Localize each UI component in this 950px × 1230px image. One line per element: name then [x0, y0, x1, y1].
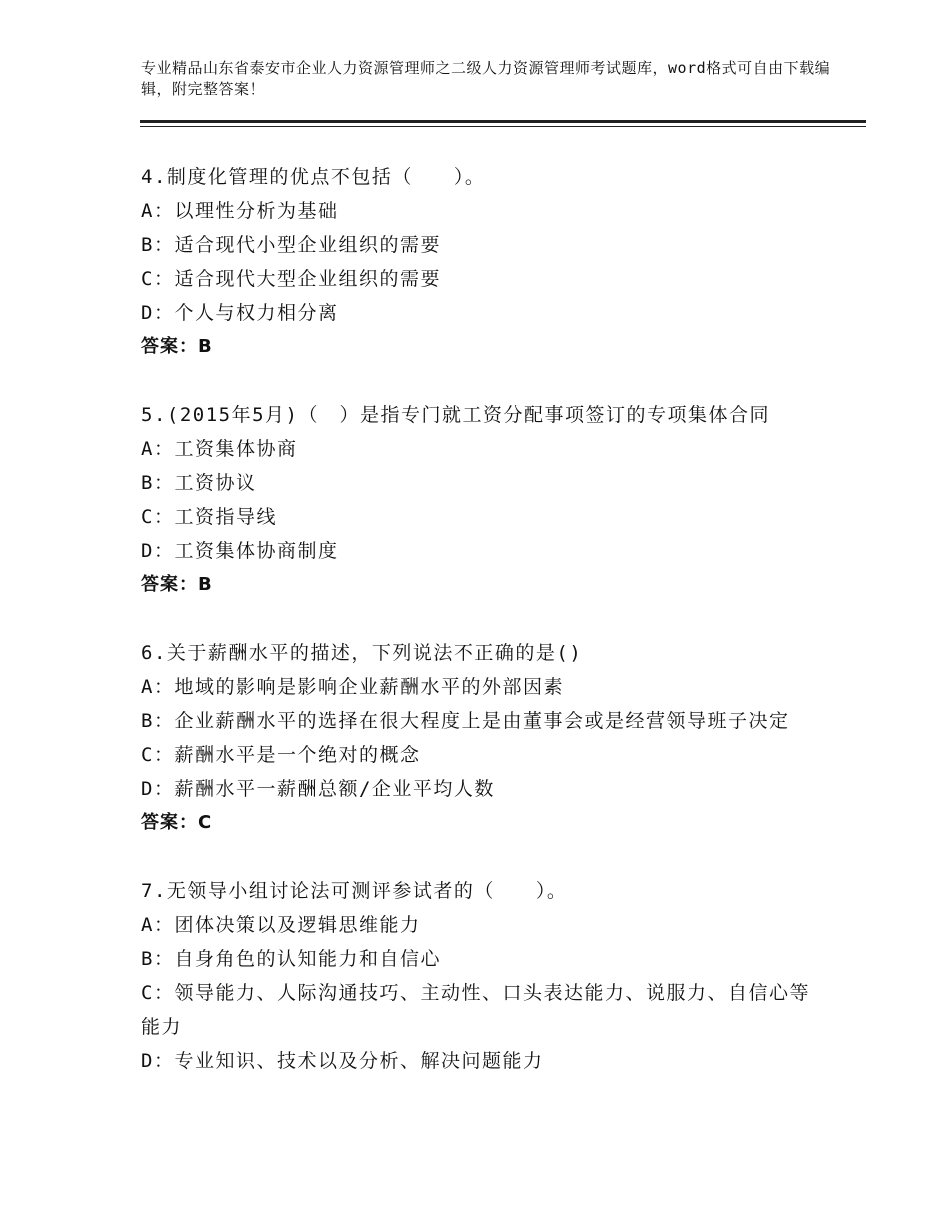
- option-b: B：适合现代小型企业组织的需要: [141, 234, 441, 256]
- option-d: D：工资集体协商制度: [141, 540, 339, 562]
- document-header: 专业精品山东省泰安市企业人力资源管理师之二级人力资源管理师考试题库，word格式可自由下载编辑，附完整答案！: [141, 59, 831, 98]
- question-list: [141, 160, 811, 1112]
- option-c: C：工资指导线: [141, 506, 277, 528]
- option-b: B：自身角色的认知能力和自信心: [141, 948, 441, 970]
- question-7: [141, 874, 811, 1078]
- question-stem: 7.无领导小组讨论法可测评参试者的（ ）。: [141, 880, 568, 902]
- option-a: A：以理性分析为基础: [141, 200, 339, 222]
- question-stem: 6.关于薪酬水平的描述，下列说法不正确的是(): [141, 642, 583, 664]
- option-a: A：团体决策以及逻辑思维能力: [141, 914, 421, 936]
- option-a: A：地域的影响是影响企业薪酬水平的外部因素: [141, 676, 564, 698]
- question-stem: 4.制度化管理的优点不包括（ ）。: [141, 166, 486, 188]
- option-b: B：工资协议: [141, 472, 257, 494]
- header-rule-thin: [140, 126, 866, 127]
- option-a: A：工资集体协商: [141, 438, 298, 460]
- header-rule-thick: [140, 120, 866, 123]
- answer-label: 答案：B: [141, 574, 213, 595]
- question-6: [141, 636, 811, 840]
- question-stem: 5.(2015年5月)（ ）是指专门就工资分配事项签订的专项集体合同: [141, 404, 770, 426]
- option-d: D：个人与权力相分离: [141, 302, 339, 324]
- question-4: [141, 160, 811, 364]
- option-c: C：领导能力、人际沟通技巧、主动性、口头表达能力、说服力、自信心等能力: [141, 982, 810, 1038]
- option-b: B：企业薪酬水平的选择在很大程度上是由董事会或是经营领导班子决定: [141, 710, 790, 732]
- option-d: D：专业知识、技术以及分析、解决问题能力: [141, 1050, 544, 1072]
- option-d: D：薪酬水平一薪酬总额/企业平均人数: [141, 778, 495, 800]
- option-c: C：薪酬水平是一个绝对的概念: [141, 744, 421, 766]
- question-5: [141, 398, 811, 602]
- answer-label: 答案：C: [141, 812, 213, 833]
- answer-label: 答案：B: [141, 336, 213, 357]
- option-c: C：适合现代大型企业组织的需要: [141, 268, 441, 290]
